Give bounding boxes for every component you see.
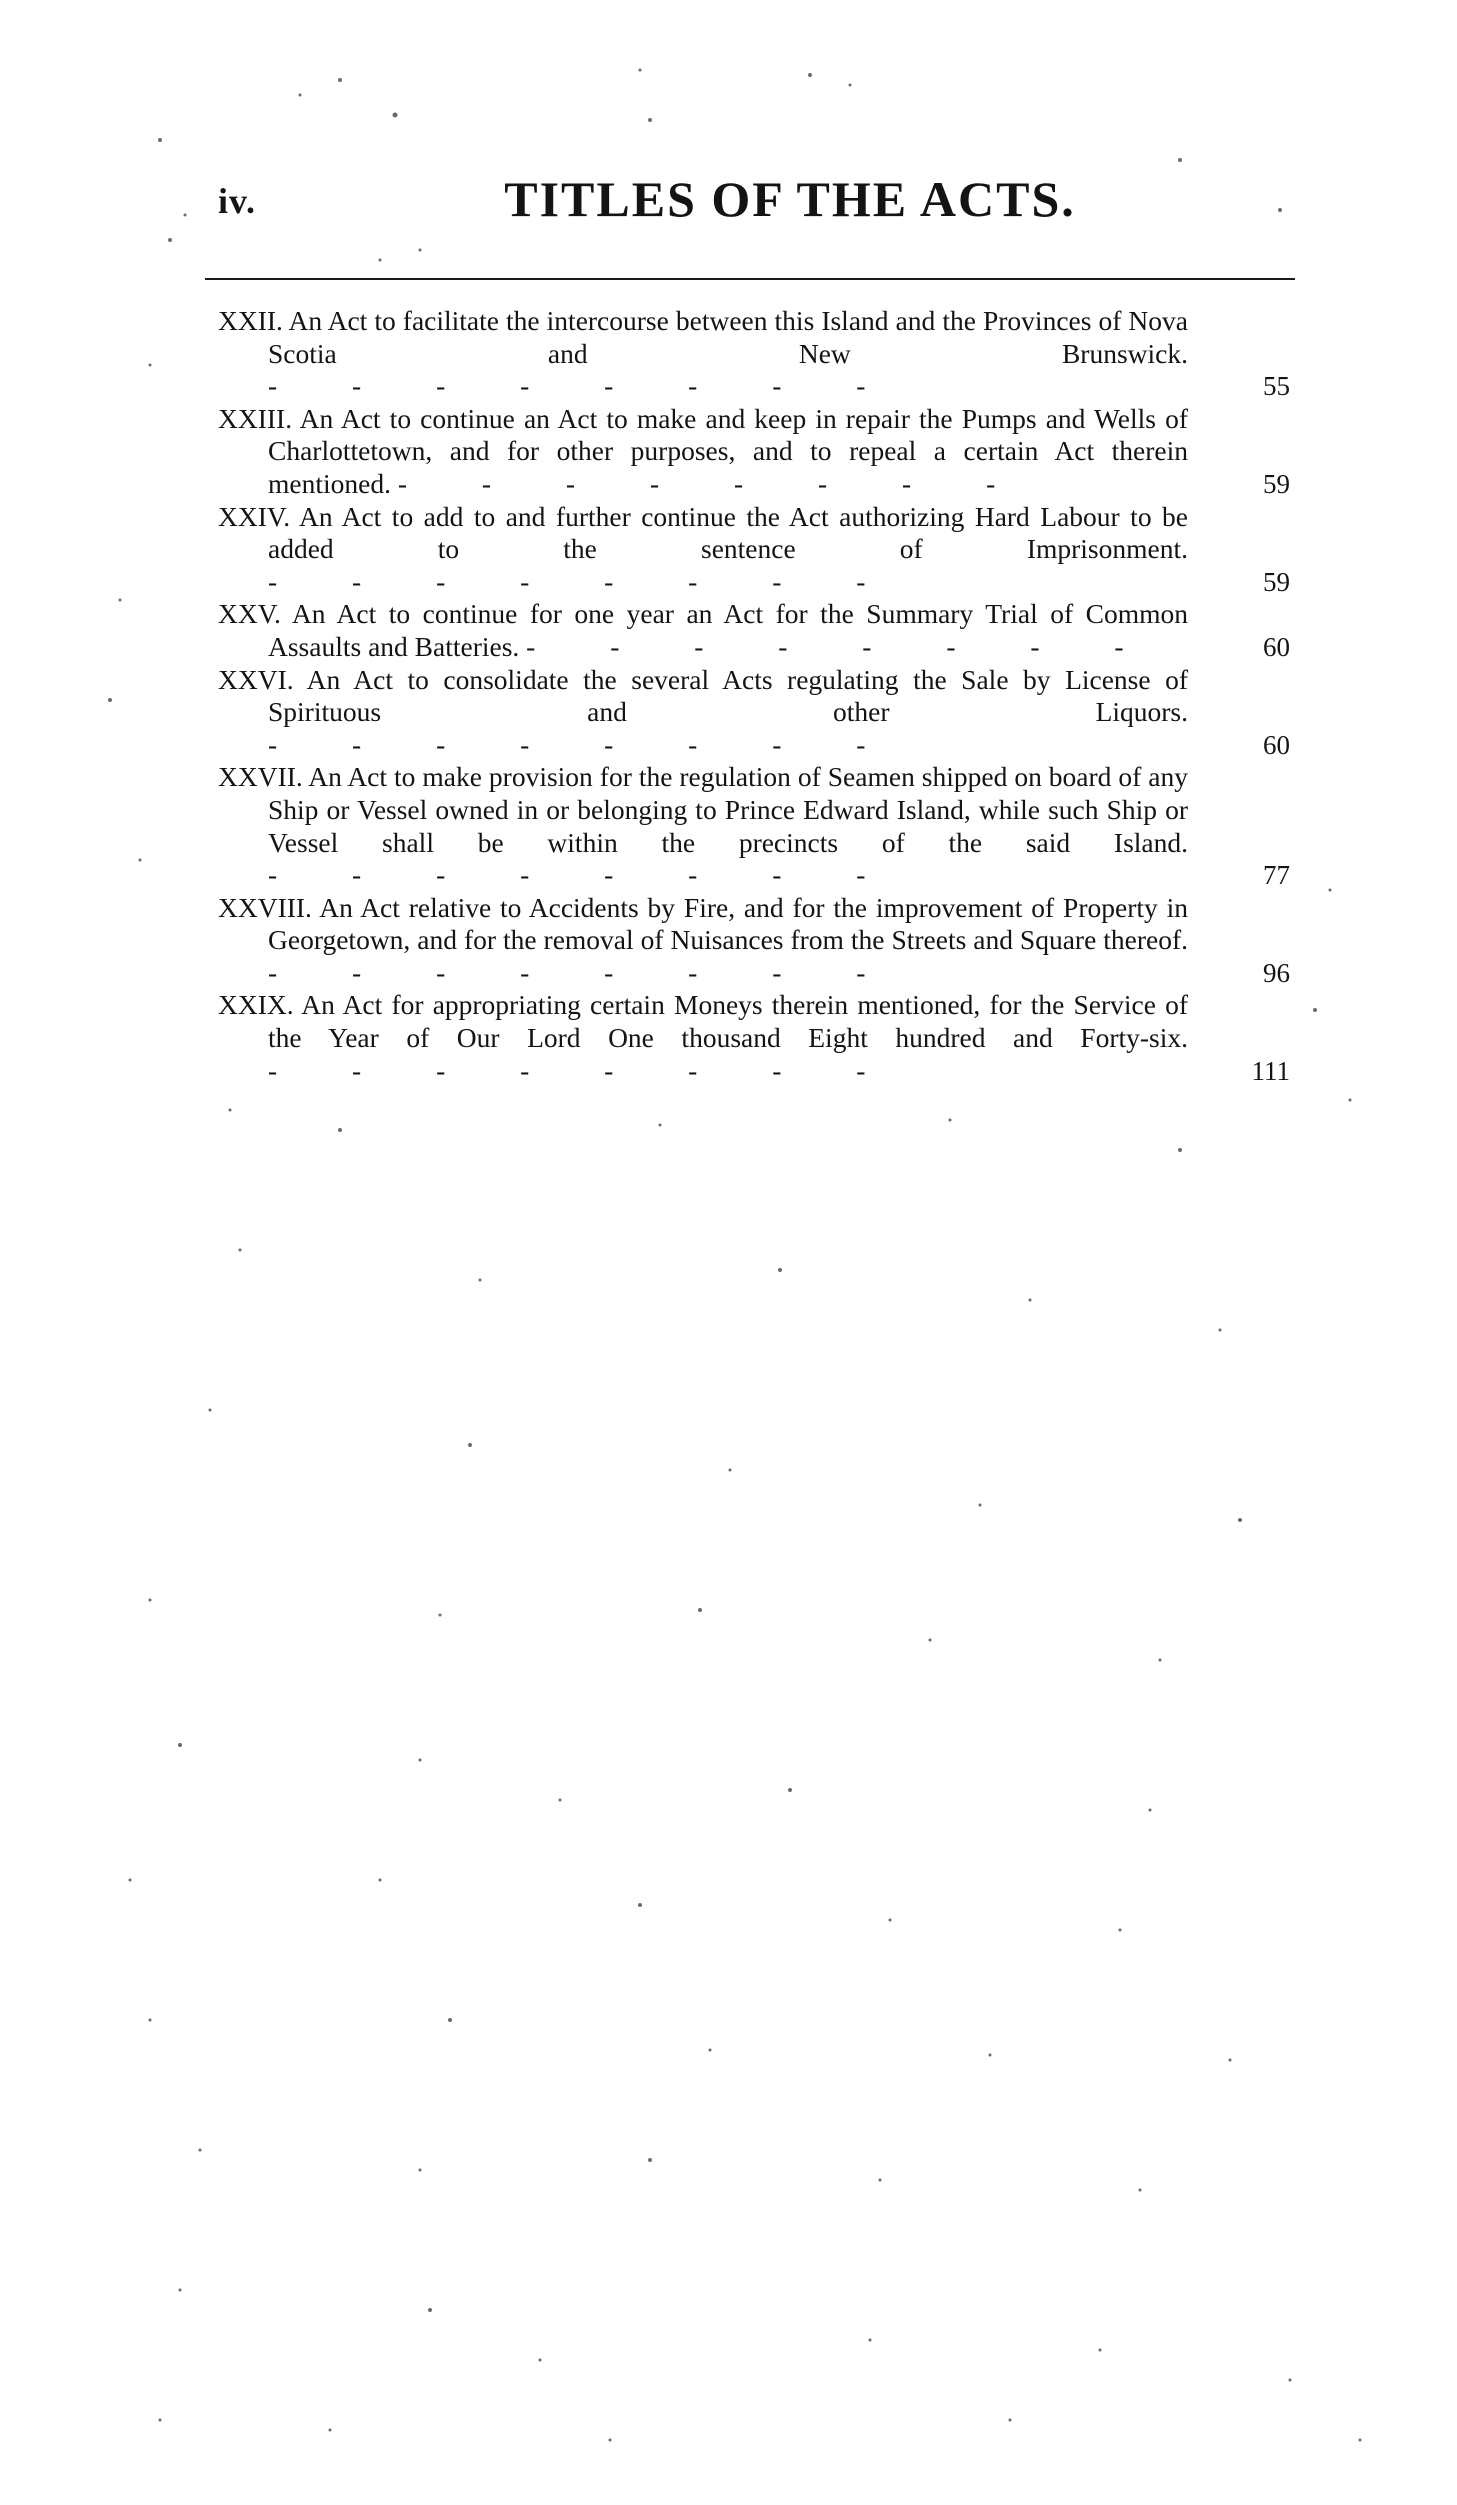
act-title: An Act for appropriating certain Moneys therein mentioned, for the Service of the Year of Our Lord One thousand Eight hundred and Forty-six.: [268, 989, 1189, 1054]
act-title: An Act to continue an Act to make and keep in repair the Pumps and Wells of Charlottetown, and for other purposes, and to repeal a certain Act therein mentioned.: [268, 402, 1188, 499]
act-entry-xxviii: [218, 892, 1298, 990]
header-rule: [205, 278, 1295, 280]
act-entry-xxiii: [218, 403, 1298, 501]
act-title: An Act to make provision for the regulation of Seamen shipped on board of any Ship or Vessel owned in or belonging to Prince Edward Island, while such Ship or Vessel shall be within the precincts of the said Island.: [268, 761, 1188, 858]
act-title: An Act to continue for one year an Act for the Summary Trial of Common Assaults and Batteries.: [268, 598, 1188, 662]
act-numeral: XXIII.: [218, 402, 293, 434]
act-title: An Act to consolidate the several Acts regulating the Sale by License of Spirituous and other Liquors.: [268, 663, 1189, 728]
leader-dots: - - - - - - - -: [268, 728, 900, 760]
act-entry-xxv: [218, 598, 1298, 663]
act-numeral: XXVIII.: [218, 891, 312, 923]
act-title: An Act to facilitate the intercourse between this Island and the Provinces of Nova Scotia and New Brunswick.: [268, 305, 1188, 369]
acts-list: [218, 305, 1298, 1087]
act-page-ref: 77: [1263, 860, 1290, 891]
leader-dots: - - - - - - - -: [526, 630, 1158, 662]
act-page-ref: 111: [1251, 1055, 1290, 1086]
page-number: iv.: [218, 181, 257, 221]
leader-dots: - - - - - - - -: [268, 370, 900, 402]
act-entry-xxiv: [218, 501, 1298, 599]
act-numeral: XXIV.: [218, 500, 291, 532]
leader-dots: - - - - - - - -: [268, 956, 900, 988]
leader-dots: - - - - - - - -: [268, 565, 900, 597]
leader-dots: - - - - - - - -: [268, 1054, 900, 1086]
leader-dots: - - - - - - - -: [397, 467, 1030, 499]
act-entry-xxvi: [218, 664, 1298, 762]
act-page-ref: 59: [1263, 566, 1290, 597]
act-page-ref: 60: [1263, 631, 1290, 662]
act-numeral: XXII.: [218, 305, 283, 336]
act-entry-xxii: [218, 305, 1298, 403]
act-page-ref: 59: [1263, 468, 1290, 499]
act-title: An Act to add to and further continue the Act authorizing Hard Labour to be added to the sentence of Imprisonment.: [268, 500, 1188, 565]
act-numeral: XXVI.: [218, 663, 294, 695]
act-page-ref: 55: [1263, 371, 1290, 402]
act-numeral: XXV.: [218, 598, 281, 630]
act-title: An Act relative to Accidents by Fire, and for the improvement of Property in Georgetown, and for the removal of Nuisances from the Streets and Square thereof.: [268, 891, 1188, 956]
page-title: TITLES OF THE ACTS.: [504, 171, 1076, 227]
act-page-ref: 60: [1263, 729, 1290, 760]
act-entry-xxix: [218, 989, 1298, 1087]
leader-dots: - - - - - - - -: [268, 859, 900, 891]
act-numeral: XXIX.: [218, 989, 294, 1021]
act-numeral: XXVII.: [218, 761, 303, 793]
act-entry-xxvii: [218, 761, 1298, 891]
act-page-ref: 96: [1263, 957, 1290, 988]
